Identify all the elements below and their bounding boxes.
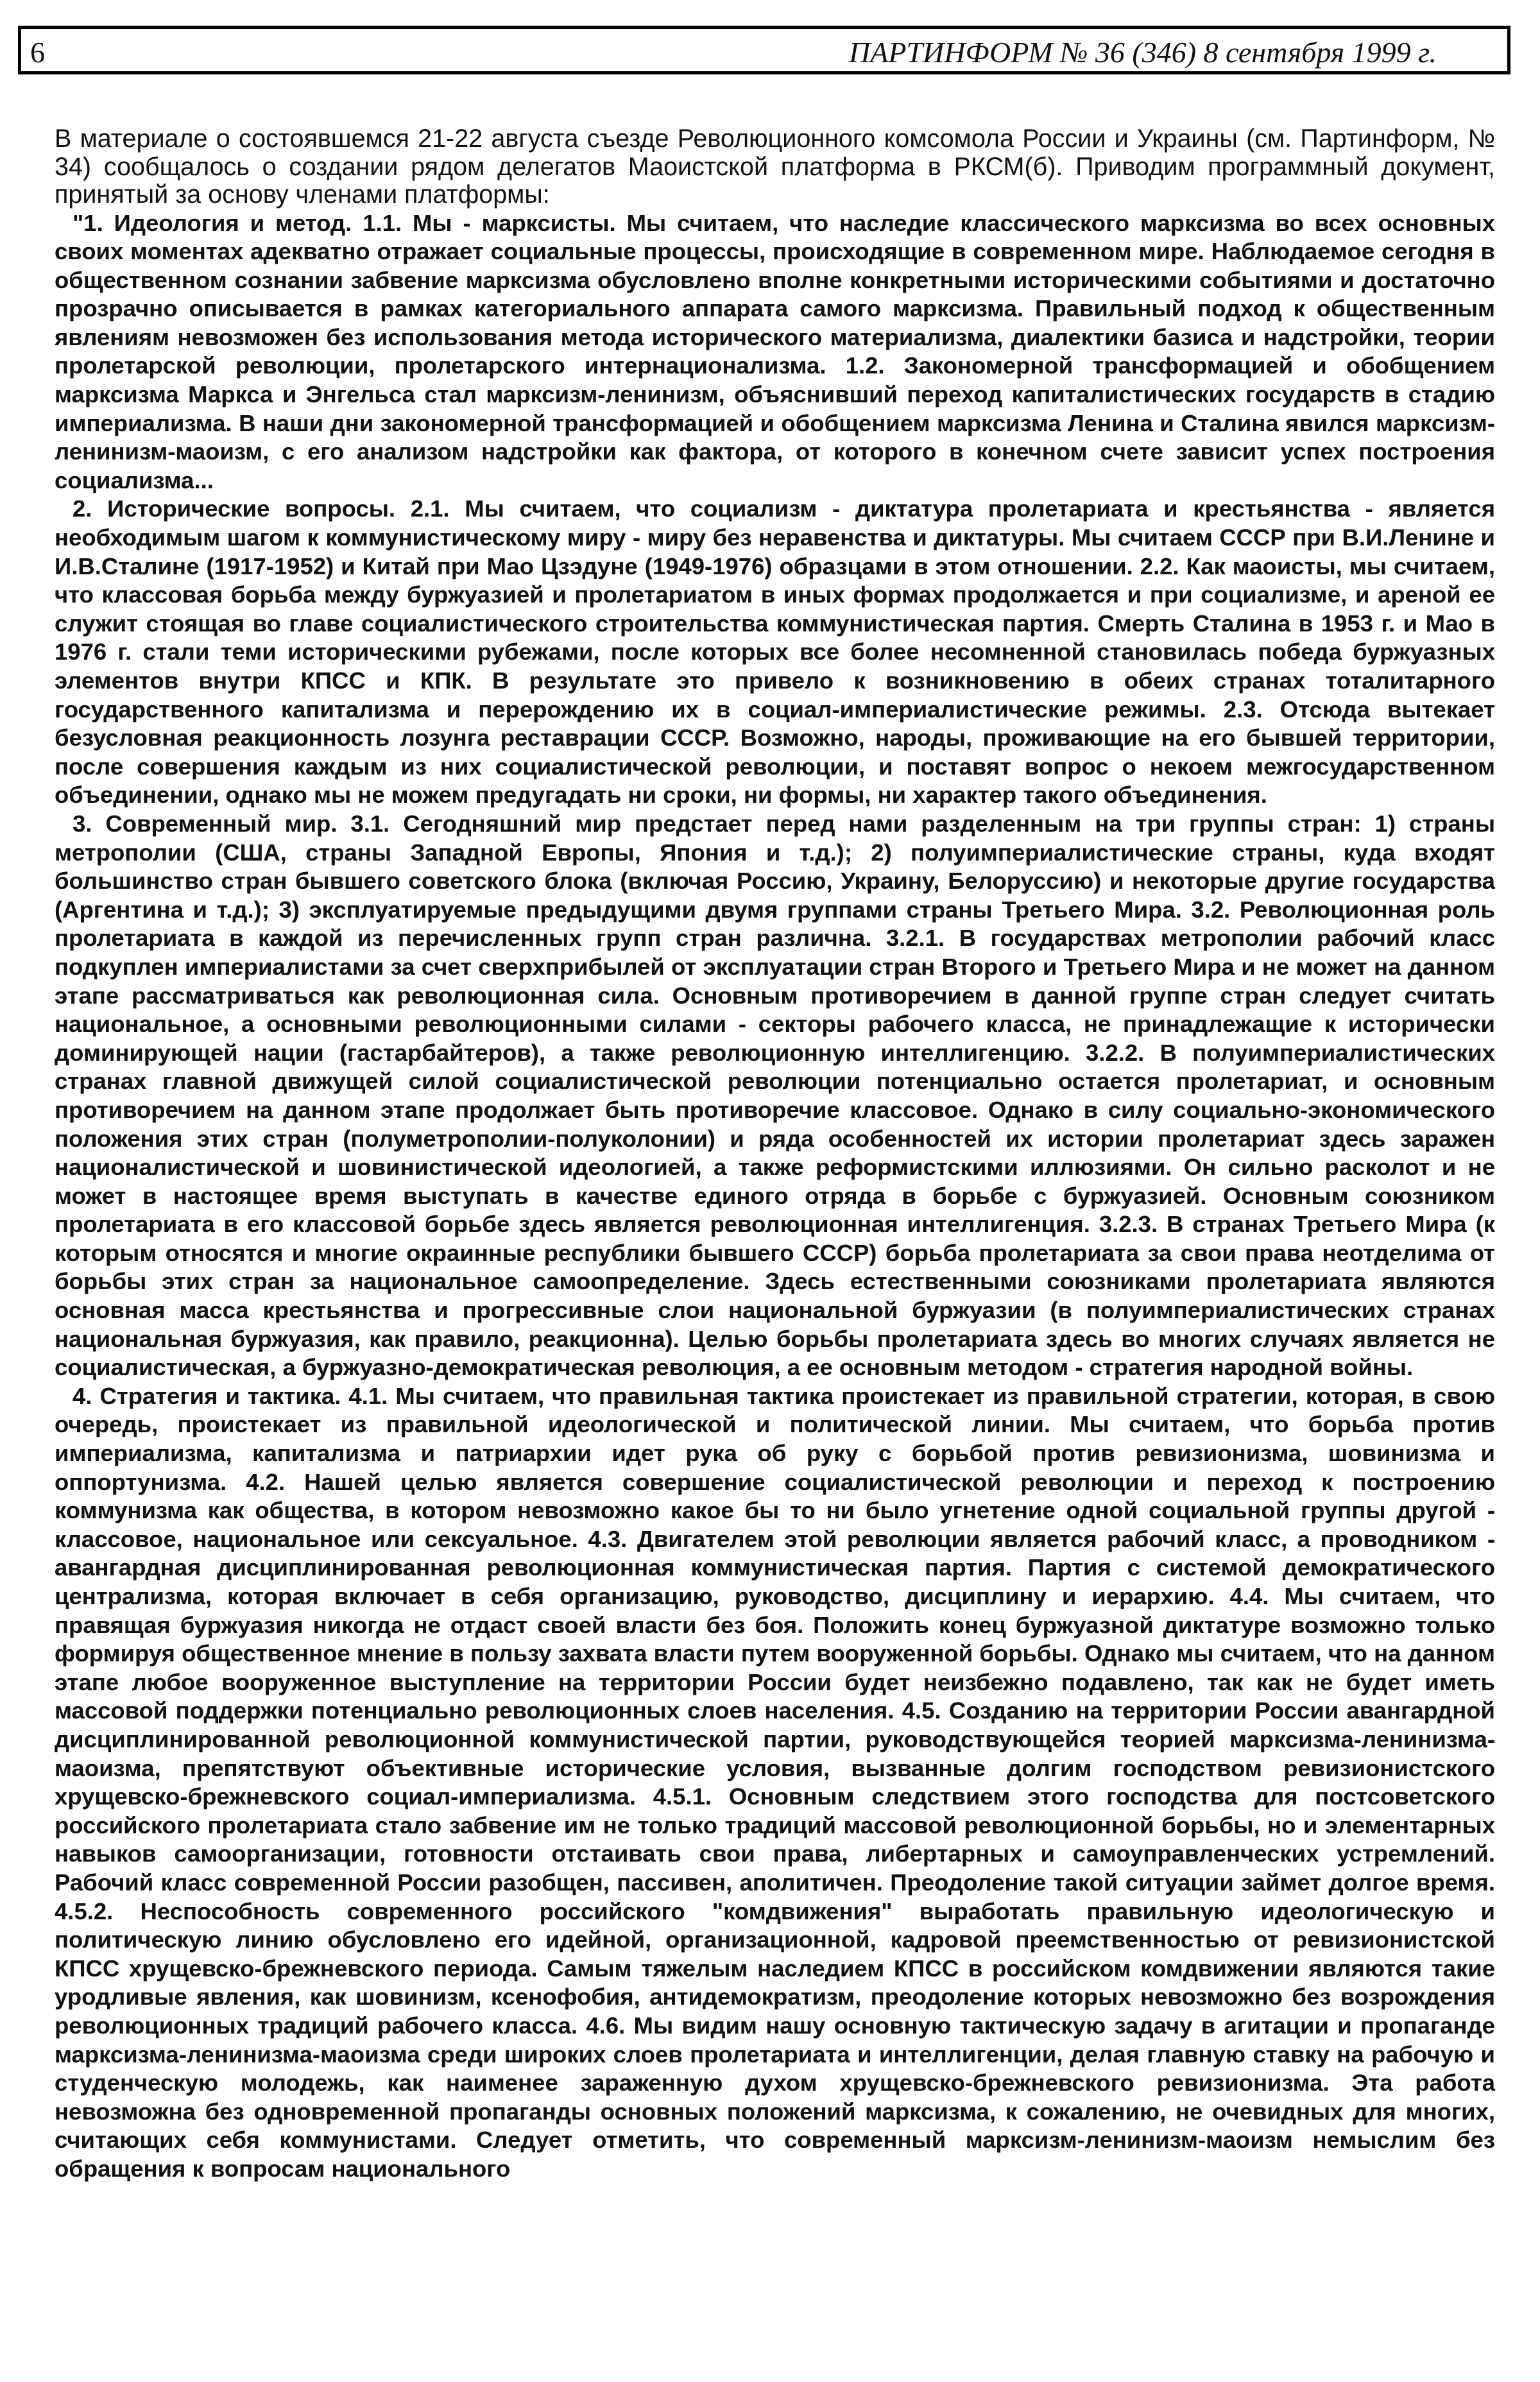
article [55, 125, 1495, 2183]
section-ideology: "1. Идеология и метод. 1.1. Мы - марксисты. Мы считаем, что наследие классического марксизма во всех основных своих моментах адекватно отражает социальные процессы, происходящие в современном мире. Наблюдаемое сегодня в общественном сознании забвение марксизма обусловлено вполне конкретными историческими событиями и достаточно прозрачно описывается в рамках категориального аппарата самого марксизма. Правильный подход к общественным явлениям невозможен без использования метода исторического материализма, диалектики базиса и надстройки, теории пролетарской революции, пролетарского интернационализма. 1.2. Закономерной трансформацией и обобщением марксизма Маркса и Энгельса стал марксизм-ленинизм, объяснивший переход капиталистических государств в стадию империализма. В наши дни закономерной трансформацией и обобщением марксизма Ленина и Сталина явился марксизм-ленинизм-маоизм, с его анализом надстройки как фактора, от которого в конечном счете зависит успех построения социализма... [55, 209, 1495, 493]
section-history: 2. Исторические вопросы. 2.1. Мы считаем, что социализм - диктатура пролетариата и крестьянства - является необходимым шагом к коммунистическому миру - миру без неравенства и диктатуры. Мы считаем СССР при В.И.Ленине и И.В.Сталине (1917-1952) и Китай при Мао Цзэдуне (1949-1976) образцами в этом отношении. 2.2. Как маоисты, мы считаем, что классовая борьба между буржуазией и пролетариатом в иных формах продолжается и при социализме, и ареной ее служит стоящая во главе социалистического строительства коммунистическая партия. Смерть Сталина в 1953 г. и Мао в 1976 г. стали теми историческими рубежами, после которых все более несомненной становилась победа буржуазных элементов внутри КПСС и КПК. В результате это привело к возникновению в обеих странах тоталитарного государственного капитализма и перерождению их в социал-империалистические режимы. 2.3. Отсюда вытекает безусловная реакционность лозунга реставрации СССР. Возможно, народы, проживающие на его бывшей территории, после совершения каждым из них социалистической революции, и поставят вопрос о некоем межгосударственном объединении, однако мы не можем предугадать ни сроки, ни формы, ни характер такого объединения. [55, 495, 1495, 809]
page-header [18, 26, 1510, 74]
article-intro: В материале о состоявшемся 21-22 августа съезде Революционного комсомола России и Украины (см. Партинформ, № 34) сообщалось о создании рядом делегатов Маоистской платформа в РКСМ(б). Приводим программный документ, принятый за основу членами платформы: [55, 124, 1495, 209]
masthead: ПАРТИНФОРМ № 36 (346) 8 сентября 1999 г. [849, 36, 1437, 69]
section-strategy: 4. Стратегия и тактика. 4.1. Мы считаем, что правильная тактика проистекает из правильной стратегии, которая, в свою очередь, проистекает из правильной идеологической и политической линии. Мы считаем, что борьба против империализма, капитализма и патриархии идет рука об руку с борьбой против ревизионизма, шовинизма и оппортунизма. 4.2. Нашей целью является совершение социалистической революции и переход к построению коммунизма как общества, в котором невозможно какое бы то ни было угнетение одной социальной группы другой - классовое, национальное или сексуальное. 4.3. Двигателем этой революции является рабочий класс, а проводником - авангардная дисциплинированная революционная коммунистическая партия. Партия с системой демократического централизма, которая включает в себя организацию, руководство, дисциплину и иерархию. 4.4. Мы считаем, что правящая буржуазия никогда не отдаст своей власти без боя. Положить конец буржуазной диктатуре возможно только формируя общественное мнение в пользу захвата власти путем вооруженной борьбы. Однако мы считаем, что на данном этапе любое вооруженное выступление на территории России будет неизбежно подавлено, так как не будет иметь массовой поддержки потенциально революционных слоев населения. 4.5. Созданию на территории России авангардной дисциплинированной революционной коммунистической партии, руководствующейся теорией марксизма-ленинизма-маоизма, препятствуют объективные исторические условия, вызванные долгим господством ревизионистского хрущевско-брежневского социал-империализма. 4.5.1. Основным следствием этого господства для постсоветского российского пролетариата стало забвение им не только традиций массовой революционной борьбы, но и элементарных навыков самоорганизации, готовности отстаивать свои права, либертарных и самоуправленческих устремлений. Рабочий класс современной России разобщен, пассивен, аполитичен. Преодоление такой ситуации займет долгое время. 4.5.2. Неспособность современного российского "комдвижения" выработать правильную идеологическую и политическую линию обусловлено его идейной, организационной, кадровой преемственностью от ревизионистской КПСС хрущевско-брежневского периода. Самым тяжелым наследием КПСС в российском комдвижении являются такие уродливые явления, как шовинизм, ксенофобия, антидемократизм, преодоление которых невозможно без возрождения революционных традиций рабочего класса. 4.6. Мы видим нашу основную тактическую задачу в агитации и пропаганде марксизма-ленинизма-маоизма среди широких слоев пролетариата и интеллигенции, делая главную ставку на рабочую и студенческую молодежь, как наименее зараженную духом хрущевско-брежневского ревизионизма. Эта работа невозможна без одновременной пропаганды основных положений марксизма, к сожалению, не очевидных для многих, считающих себя коммунистами. Следует отметить, что современный марксизм-ленинизм-маоизм немыслим без обращения к вопросам национального [55, 1382, 1495, 2182]
page-number: 6 [30, 36, 45, 69]
section-modern-world: 3. Современный мир. 3.1. Сегодняшний мир предстает перед нами разделенным на три группы стран: 1) страны метрополии (США, страны Западной Европы, Япония и т.д.); 2) полуимпериалистические страны, куда входят большинство стран бывшего советского блока (включая Россию, Украину, Белоруссию) и некоторые другие государства (Аргентина и т.д.); 3) эксплуатируемые предыдущими двумя группами страны Третьего Мира. 3.2. Революционная роль пролетариата в каждой из перечисленных групп стран различна. 3.2.1. В государствах метрополии рабочий класс подкуплен империалистами за счет сверхприбылей от эксплуатации стран Второго и Третьего Мира и не может на данном этапе рассматриваться как революционная сила. Основным противоречием в данной группе стран следует считать национальное, а основными революционными силами - секторы рабочего класса, не принадлежащие к исторически доминирующей нации (гастарбайтеров), а также революционную интеллигенцию. 3.2.2. В полуимпериалистических странах главной движущей силой социалистической революции потенциально остается пролетариат, и основным противоречием на данном этапе продолжает быть противоречие классовое. Однако в силу социально-экономического положения этих стран (полуметрополии-полуколонии) и ряда особенностей их истории пролетариат здесь заражен националистической и шовинистической идеологией, а также реформистскими иллюзиями. Он сильно расколот и не может в настоящее время выступать в качестве единого отряда в борьбе с буржуазией. Основным союзником пролетариата в его классовой борьбе здесь является революционная интеллигенция. 3.2.3. В странах Третьего Мира (к которым относятся и многие окраинные республики бывшего СССР) борьба пролетариата за свои права неотделима от борьбы этих стран за национальное самоопределение. Здесь естественными союзниками пролетариата являются основная масса крестьянства и прогрессивные слои национальной буржуазии (в полуимпериалистических странах национальная буржуазия, как правило, реакционна). Целью борьбы пролетариата здесь во многих случаях является не социалистическая, а буржуазно-демократическая революция, а ее основным методом - стратегия народной войны. [55, 810, 1495, 1381]
